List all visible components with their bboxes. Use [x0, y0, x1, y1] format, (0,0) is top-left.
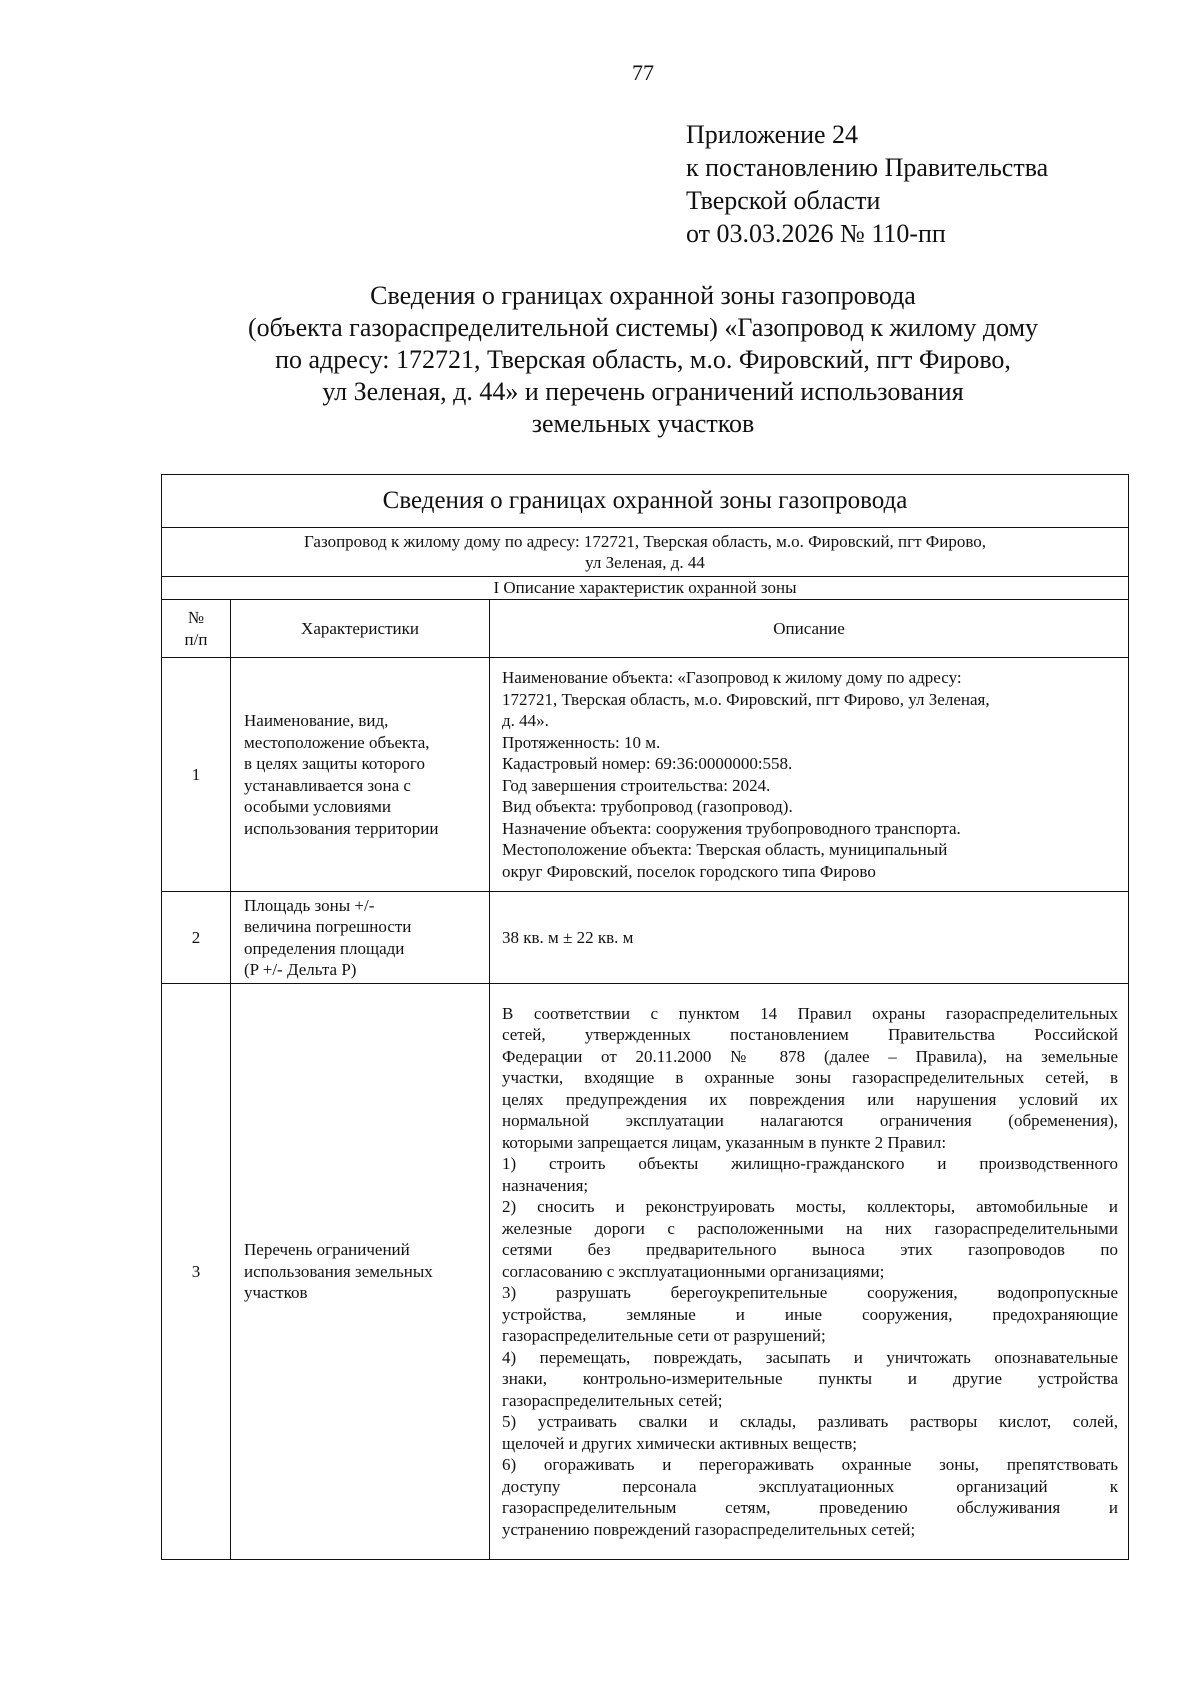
section-heading: I Описание характеристик охранной зоны: [162, 577, 1129, 600]
page-number: 77: [632, 60, 654, 85]
document-title: [160, 280, 1126, 440]
appendix-line: Приложение 24: [686, 120, 859, 149]
column-header-characteristics: Характеристики: [231, 600, 490, 658]
title-line: по адресу: 172721, Тверская область, м.о. Фировский, пгт Фирово,: [275, 345, 1011, 374]
table-heading: Сведения о границах охранной зоны газопровода: [162, 475, 1129, 528]
row-description: В соответствии с пунктом 14 Правил охраны газораспределительных сетей, утвержденных постановлением Правительства Российской Федерации от 20.11.2000 № 878 (далее – Правила), на земельные участки, входящие в охранные зоны газораспределительных сетей, в целях предупреждения их повреждения или нарушения условий их нормальной эксплуатации налагаются ограничения (обременения), которыми запрещается лицам, указанным в пункте 2 Правил: 1) строить объекты жилищно-гражданского и производственного назначения; 2) сносить и реконструировать мосты, коллекторы, автомобильные и железные дороги с расположенными на них газораспределительными сетями без предварительного выноса этих газопроводов по согласованию с эксплуатационными организациями; 3) разрушать берегоукрепительные сооружения, водопропускные устройства, земляные и иные сооружения, предохраняющие газораспределительные сети от разрушений; 4) перемещать, повреждать, засыпать и уничтожать опознавательные знаки, контрольно-измерительные пункты и другие устройства газораспределительных сетей; 5) устраивать свалки и склады, разливать растворы кислот, солей, щелочей и других химически активных веществ; 6) огораживать и перегораживать охранные зоны, препятствовать доступу персонала эксплуатационных организаций к газораспределительным сетям, проведению обслуживания и устранению повреждений газораспределительных сетей;: [490, 984, 1129, 1560]
title-line: (объекта газораспределительной системы) «Газопровод к жилому дому: [247, 313, 1039, 342]
appendix-line: к постановлению Правительства: [686, 153, 1049, 182]
row-characteristic: Площадь зоны +/- величина погрешности определения площади (P +/- Дельта P): [231, 892, 490, 984]
table-object-name: [162, 528, 1129, 577]
object-line: ул Зеленая, д. 44: [585, 553, 705, 572]
row-characteristic: Перечень ограничений использования земельных участков: [231, 984, 490, 1560]
object-line: Газопровод к жилому дому по адресу: 172721, Тверская область, м.о. Фировский, пгт Фирово,: [304, 532, 986, 551]
zone-table: [161, 474, 1129, 1560]
column-header-description: Описание: [490, 600, 1129, 658]
row-number: 2: [162, 892, 231, 984]
row-number: 3: [162, 984, 231, 1560]
column-header-num: № п/п: [162, 600, 231, 658]
appendix-line: Тверской области: [686, 186, 881, 215]
table-row: [162, 892, 1129, 984]
row-characteristic: Наименование, вид, местоположение объекта, в целях защиты которого устанавливается зона с особыми условиями использования территории: [231, 658, 490, 892]
table-header-row: [162, 600, 1129, 658]
row-number: 1: [162, 658, 231, 892]
appendix-block: [686, 118, 1048, 250]
appendix-line: от 03.03.2026 № 110-пп: [686, 219, 946, 248]
title-line: земельных участков: [531, 409, 755, 438]
table-row: [162, 984, 1129, 1560]
row-description: Наименование объекта: «Газопровод к жилому дому по адресу: 172721, Тверская область, м.о. Фировский, пгт Фирово, ул Зеленая, д. 44». Протяженность: 10 м. Кадастровый номер: 69:36:0000000:558. Год завершения строительства: 2024. Вид объекта: трубопровод (газопровод). Назначение объекта: сооружения трубопроводного транспорта. Местоположение объекта: Тверская область, муниципальный округ Фировский, поселок городского типа Фирово: [490, 658, 1129, 892]
row-description: 38 кв. м ± 22 кв. м: [490, 892, 1129, 984]
title-line: ул Зеленая, д. 44» и перечень ограничений использования: [322, 377, 964, 406]
title-line: Сведения о границах охранной зоны газопровода: [370, 281, 916, 310]
table-row: [162, 658, 1129, 892]
